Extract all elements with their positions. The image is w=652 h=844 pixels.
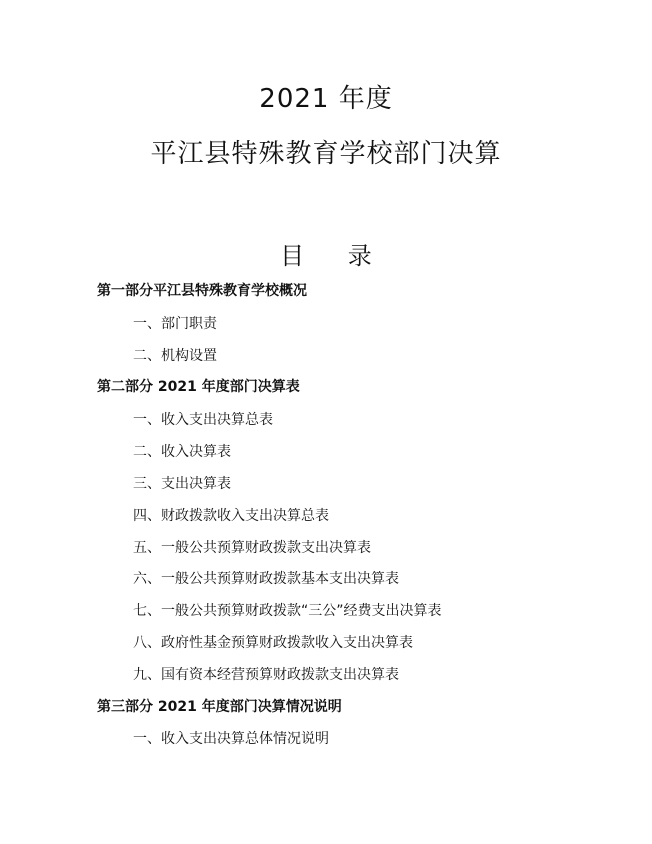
toc-part-1-title: 第一部分平江县特殊教育学校概况 [97,283,307,299]
toc-item: 七、一般公共预算财政拨款“三公”经费支出决算表 [133,603,442,619]
toc-part-3-title: 第三部分 2021 年度部门决算情况说明 [97,699,342,715]
toc-item: 二、收入决算表 [133,444,231,460]
toc-heading: 目 录 [280,242,390,270]
toc-part-2-title: 第二部分 2021 年度部门决算表 [97,379,300,395]
toc-item: 六、一般公共预算财政拨款基本支出决算表 [133,571,399,587]
toc-item: 三、支出决算表 [133,476,231,492]
toc-item: 八、政府性基金预算财政拨款收入支出决算表 [133,635,413,651]
toc-item: 一、收入支出决算总体情况说明 [133,731,329,747]
toc-item: 四、财政拨款收入支出决算总表 [133,508,329,524]
toc-item: 九、国有资本经营预算财政拨款支出决算表 [133,667,399,683]
toc-item: 一、收入支出决算总表 [133,412,273,428]
toc-item: 五、一般公共预算财政拨款支出决算表 [133,540,371,556]
toc-item: 一、部门职责 [133,316,217,332]
toc-item: 二、机构设置 [133,348,217,364]
document-title-year: 2021 年度 [259,84,393,114]
document-title: 平江县特殊教育学校部门决算 [150,139,502,169]
